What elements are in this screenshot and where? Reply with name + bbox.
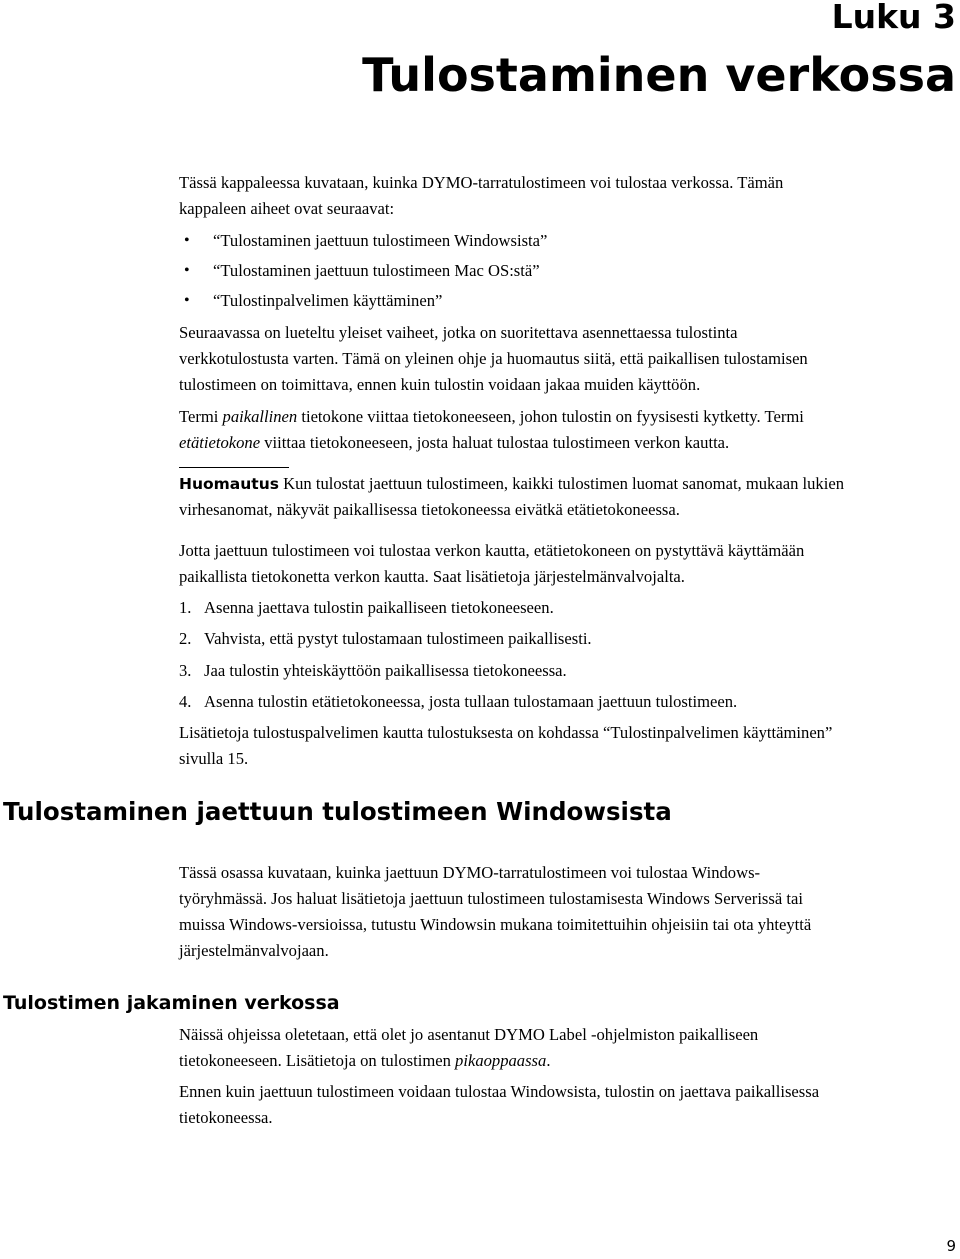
page-number: 9: [946, 1237, 956, 1255]
bullet-glyph: •: [184, 262, 190, 279]
step-number: 4.: [179, 692, 192, 711]
windows-paragraph-line: Tässä osassa kuvataan, kuinka jaettuun DYMO-tarratulostimeen voi tulostaa Windows-: [179, 863, 761, 882]
step-number: 3.: [179, 661, 192, 680]
step-text: Asenna tulostin etätietokoneessa, josta tullaan tulostamaan jaettuun tulostimeen.: [204, 692, 738, 711]
step-text: Vahvista, että pystyt tulostamaan tulostimeen paikallisesti.: [204, 629, 592, 648]
step-number: 1.: [179, 598, 192, 617]
note-line: [179, 471, 959, 497]
cross-reference-link[interactable]: Lisätietoja tulostuspalvelimen kautta tulostuksesta on kohdassa “Tulostinpalvelimen käyttäminen”: [179, 723, 833, 742]
steps-overview-line: Seuraavassa on lueteltu yleiset vaiheet, jotka on suoritettava asennettaessa tulostinta: [179, 323, 738, 342]
steps-intro-line: Jotta jaettuun tulostimeen voi tulostaa verkon kautta, etätietokoneen on pystyttävä käyttämään: [179, 541, 805, 560]
section-heading-windows: Tulostaminen jaettuun tulostimeen Windowsista: [3, 797, 672, 826]
step-text: Asenna jaettava tulostin paikalliseen tietokoneeseen.: [204, 598, 554, 617]
term-text: Termi: [179, 407, 223, 426]
sharing-paragraph-line: tietokoneessa.: [179, 1108, 273, 1127]
chapter-label: Luku 3: [831, 0, 956, 36]
bullet-glyph: •: [184, 232, 190, 249]
intro-paragraph-line: kappaleen aiheet ovat seuraavat:: [179, 199, 395, 218]
steps-overview-line: tulostimeen on toimittava, ennen kuin tulostin voidaan jakaa muiden käyttöön.: [179, 375, 701, 394]
steps-intro-line: paikallista tietokonetta verkon kautta. Saat lisätietoja järjestelmänvalvojalta.: [179, 567, 685, 586]
step-item: [179, 626, 959, 652]
step-item: [179, 658, 959, 684]
term-definition-line: [179, 430, 959, 456]
steps-overview-line: verkkotulostusta varten. Tämä on yleinen ohje ja huomautus siitä, että paikallisen tulostamisen: [179, 349, 808, 368]
bullet-glyph: •: [184, 292, 190, 309]
note-line: virhesanomat, näkyvät paikallisessa tietokoneessa eivätkä etätietokoneessa.: [179, 500, 680, 519]
sharing-text: tietokoneeseen. Lisätietoja on tulostimen: [179, 1051, 456, 1070]
sharing-text: .: [546, 1051, 551, 1070]
step-text: Jaa tulostin yhteiskäyttöön paikallisessa tietokoneessa.: [204, 661, 567, 680]
cross-reference-page: sivulla 15.: [179, 749, 249, 768]
term-text: tietokone viittaa tietokoneeseen, johon tulostin on fyysisesti kytketty. Termi: [297, 407, 804, 426]
step-number: 2.: [179, 629, 192, 648]
term-definition-line: [179, 404, 959, 430]
sharing-paragraph-line: Näissä ohjeissa oletetaan, että olet jo asentanut DYMO Label -ohjelmiston paikalliseen: [179, 1025, 759, 1044]
topic-link-print-server[interactable]: [184, 288, 443, 314]
sharing-paragraph-line: [179, 1048, 959, 1074]
term-remote: etätietokone: [179, 433, 261, 452]
step-item: [179, 689, 959, 715]
term-local: paikallinen: [222, 407, 298, 426]
topic-link-label: “Tulostinpalvelimen käyttäminen”: [213, 291, 443, 310]
subsection-heading-sharing: Tulostimen jakaminen verkossa: [3, 992, 340, 1014]
intro-paragraph-line: Tässä kappaleessa kuvataan, kuinka DYMO-tarratulostimeen voi tulostaa verkossa. Tämän: [179, 173, 784, 192]
note-text: Kun tulostat jaettuun tulostimeen, kaikki tulostimen luomat sanomat, mukaan lukien: [278, 474, 845, 493]
step-item: [179, 595, 959, 621]
note-label: Huomautus: [179, 475, 279, 493]
sharing-paragraph-line: Ennen kuin jaettuun tulostimeen voidaan tulostaa Windowsista, tulostin on jaettava paikallisessa: [179, 1082, 820, 1101]
windows-paragraph-line: työryhmässä. Jos haluat lisätietoja jaettuun tulostimeen tulostamisesta Windows Serverissä tai: [179, 889, 803, 908]
topic-link-label: “Tulostaminen jaettuun tulostimeen Mac OS:stä”: [213, 261, 540, 280]
windows-paragraph-line: järjestelmänvalvojaan.: [179, 941, 329, 960]
term-text: viittaa tietokoneeseen, josta haluat tulostaa tulostimeen verkon kautta.: [260, 433, 730, 452]
topic-link-windows[interactable]: [184, 228, 548, 254]
quick-guide-reference: pikaoppaassa: [455, 1051, 547, 1070]
topic-link-label: “Tulostaminen jaettuun tulostimeen Windowsista”: [213, 231, 548, 250]
windows-paragraph-line: muissa Windows-versioissa, tutustu Windowsin mukana toimitettuihin ohjeisiin tai ota yhteyttä: [179, 915, 812, 934]
note-divider: [179, 467, 289, 468]
chapter-title: Tulostaminen verkossa: [362, 48, 956, 102]
topic-link-mac[interactable]: [184, 258, 540, 284]
